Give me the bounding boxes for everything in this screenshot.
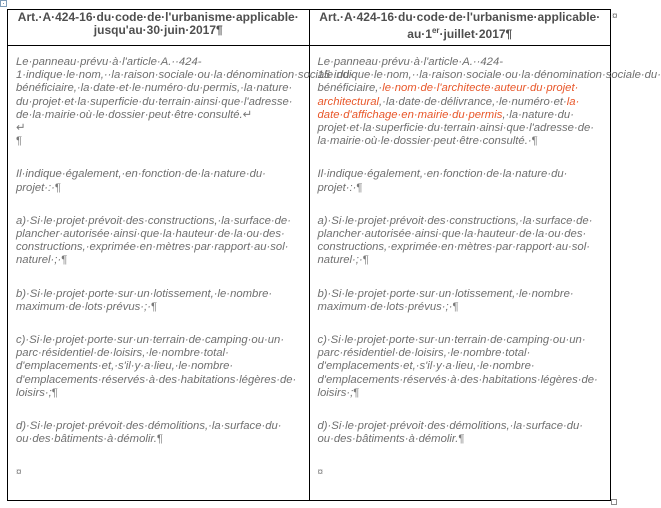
paragraph-text: d)·Si·le·projet·prévoit·des·démolitions,·la·surface·du· ou·des·bâtiments·à·démolir. (16, 420, 282, 446)
paragraph (16, 334, 301, 400)
paragraph-mark: ¶ (362, 254, 369, 267)
body-cell-left[interactable] (8, 46, 354, 501)
paragraph (318, 334, 603, 400)
paragraph-mark: ¶ (54, 181, 61, 194)
paragraph-mark: ¶ (353, 386, 360, 399)
paragraph-text: a)·Si·le·projet·prévoit·des·constructions,·la·surface·de· plancher·autorisée·ainsi·que·la·hauteur·de·la·ou·des· constructions,·exprimée·en·mètres·par·rapport·au·sol· naturel·;· (16, 214, 291, 267)
paragraph-text: ,·la·date·de·délivrance,·le·numéro·et· (379, 95, 567, 108)
paragraph-text: a)·Si·le·projet·prévoit·des·constructions,·la·surface·de· plancher·autorisée·ainsi·que·la·hauteur·de·la·ou·des· constructions,·exprimée·en·mètres·par·rapport·au·sol· naturel·;· (317, 214, 593, 267)
paragraph-mark: ¶ (356, 181, 363, 194)
table-move-handle[interactable] (0, 0, 7, 7)
paragraph (16, 420, 301, 446)
paragraph (16, 215, 301, 268)
cell-end-mark: ¤ (16, 467, 22, 479)
paragraph-text: Il·indique·également,·en·fonction·de·la·nature·du· projet·:· (16, 168, 266, 194)
header-cell-right[interactable]: Art.·A·424-16·du·code·de·l'urbanisme·applicable· au·1er·juillet·2017¶ (309, 10, 611, 46)
paragraph-mark: ¶ (156, 433, 163, 446)
paragraph-mark: ¶ (531, 135, 538, 148)
row-end-mark: ¤ (612, 11, 618, 22)
paragraph (318, 168, 603, 194)
paragraph (318, 288, 603, 314)
paragraph-text: ,·la·nature·du· projet·et·la·superficie·du·terrain·ainsi·que·l'adresse·de· la·mairie·où·le·dossier·peut·être·consulté.· (317, 108, 595, 148)
paragraph-text: c)·Si·le·projet·porte·sur·un·terrain·de·camping·ou·un· parc·résidentiel·de·loisirs,·le·nombre·total· d'emplacements·et,·s'il·y·a·lieu,·le·nombre· d'emplacements·réservés·à·des·habitations·légères·de· loisirs·; (16, 334, 297, 399)
paragraph-mark: ¶ (150, 300, 158, 313)
paragraph-mark: ¶ (61, 254, 68, 267)
table-resize-handle[interactable] (611, 499, 617, 505)
added-text: le·nom·de·l'architecte·auteur·du·projet· architectural (317, 82, 579, 108)
paragraph-mark: ↵ ↵ ¶ (16, 108, 253, 148)
comparison-table (7, 9, 661, 501)
paragraph-text: d)·Si·le·projet·prévoit·des·démolitions,·la·surface·du· ou·des·bâtiments·à·démolir. (317, 420, 584, 446)
added-text: la· date·d'affichage·en·mairie·du·permis (317, 95, 580, 121)
paragraph (318, 420, 603, 446)
cell-end-mark: ¤ (317, 467, 324, 479)
paragraph (317, 56, 661, 148)
body-cell-right[interactable] (309, 46, 661, 501)
paragraph-text: c)·Si·le·projet·porte·sur·un·terrain·de·camping·ou·un· parc·résidentiel·de·loisirs,·le·nombre·total· d'emplacements·et,·s'il·y·a·lieu,·le·nombre· d'emplacements·réservés·à·des·habitations·légères·de· loisirs·; (317, 334, 598, 399)
paragraph-text: b)·Si·le·projet·porte·sur·un·lotissement,·le·nombre· maximum·de·lots·prévus·;· (16, 287, 273, 313)
paragraph (16, 168, 301, 194)
paragraph-mark: ¶ (51, 386, 58, 399)
paragraph-text: Il·indique·également,·en·fonction·de·la·nature·du· projet·:· (317, 168, 568, 194)
paragraph-mark: ¶ (458, 433, 465, 446)
paragraph (16, 288, 301, 314)
body-row (8, 46, 611, 501)
header-cell-left[interactable]: Art.·A·424-16·du·code·de·l'urbanisme·applicable· jusqu'au·30·juin·2017¶ (8, 10, 310, 46)
header-row (8, 10, 611, 46)
paragraph-text: b)·Si·le·projet·porte·sur·un·lotissement,·le·nombre· maximum·de·lots·prévus·;· (317, 287, 574, 313)
paragraph-text: Le·panneau·prévu·à·l'article·A.··424-15·indique·le·nom,··la·raison·sociale·ou·la·dénomination·sociale·du· bénéficiaire,· (317, 56, 661, 95)
paragraph-text: Le·panneau·prévu·à·l'article·A.··424-1·indique·le·nom,··la·raison·sociale·ou·la·dénomination·sociale·du· bénéficiaire,·la·date·et·le·numéro·du·permis,·la·nature· du·projet·et·la·superficie·du·terrain·ainsi·que·l'adresse· de·la·mairie·où·le·dossier·peut·être·consulté. (16, 56, 354, 121)
paragraph-mark: ¶ (452, 300, 459, 313)
paragraph (318, 215, 603, 268)
paragraph (16, 56, 354, 148)
